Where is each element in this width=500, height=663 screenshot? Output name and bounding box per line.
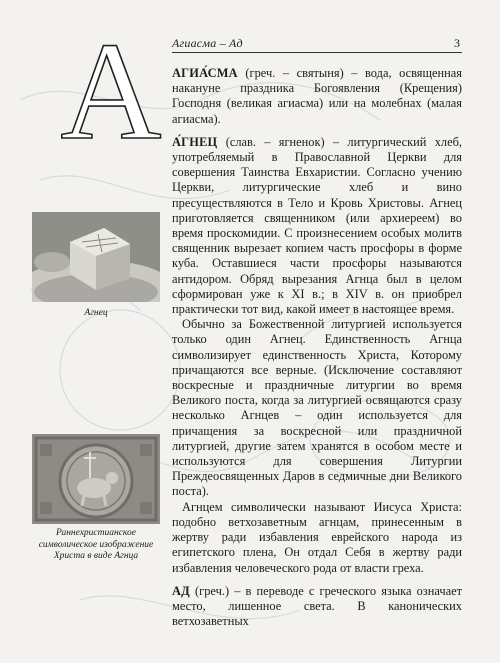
figure-caption: Раннехристианское символическое изображение Христа в виде Агнца (38, 528, 154, 561)
section-initial-letter (56, 30, 166, 150)
headword: А́ГНЕЦ (172, 134, 218, 149)
definition-text: (слав. – ягненок) – литургический хлеб, употребляемый в Православной Церкви для совершения Таинства Евхаристии. Согласно учению Церкви, литургические хлеб и вино пресуществляются в Тело и Кровь Христовы. Агнец приготовляется священником (или архиереем) во время проскомидии. С произнесением особых молитв священник вырезает копием часть просфоры в форме куба. Оставшиеся части просфоры называются антидором. Обряд вырезания Агнца был в целом сформирован уже к XI в.; в XIV в. он приобрел практически тот вид, какой имеет в настоящее время. (172, 134, 462, 317)
lamb-relief-photo (32, 434, 160, 524)
figure-caption: Агнец (84, 308, 108, 318)
entry-agnets (172, 135, 462, 576)
running-head: Агиасма – Ад (172, 36, 243, 50)
page-number: 3 (454, 36, 460, 50)
definition-paragraph: Агнцем символически называют Иисуса Христа: подобно ветхозаветным агнцам, принесенным в жертву ради избавления еврейского народа из египетского плена, Он отдал Себя в жертву ради избавления человеческого рода от власти греха. (172, 499, 462, 575)
headword: АД (172, 583, 190, 598)
header-divider (172, 52, 462, 53)
lamb-bread-photo (32, 212, 160, 302)
entry-ad (172, 584, 462, 630)
definition-text: (греч.) – в переводе с греческого языка означает место, лишенное света. В канонических ветхозаветных (172, 583, 462, 629)
definition-paragraph: Обычно за Божественной литургией используется только один Агнец. Единственность Агнца символизирует единственность Христа, Которому причащаются все верные. (Исключение составляют воскресные и праздничные литургии во время Великого поста, когда за литургией освящаются сразу несколько Агнцев – один используется для причащения за воскресной или праздничной литургией, другие затем хранятся в особом месте и используются для совершения Литургии Преждеосвященных Даров в седмичные дни Великого поста). (172, 317, 462, 499)
definition-text: (греч. – святыня) – вода, освященная накануне праздника Богоявления (Крещения) Господня (великая агиасма) или на молебнах (малая агиасма). (172, 66, 462, 126)
headword: АГИА́СМА (172, 66, 238, 80)
svg-text:А: А (60, 30, 162, 150)
entry-agiasma (172, 66, 462, 127)
dictionary-text (172, 66, 462, 637)
